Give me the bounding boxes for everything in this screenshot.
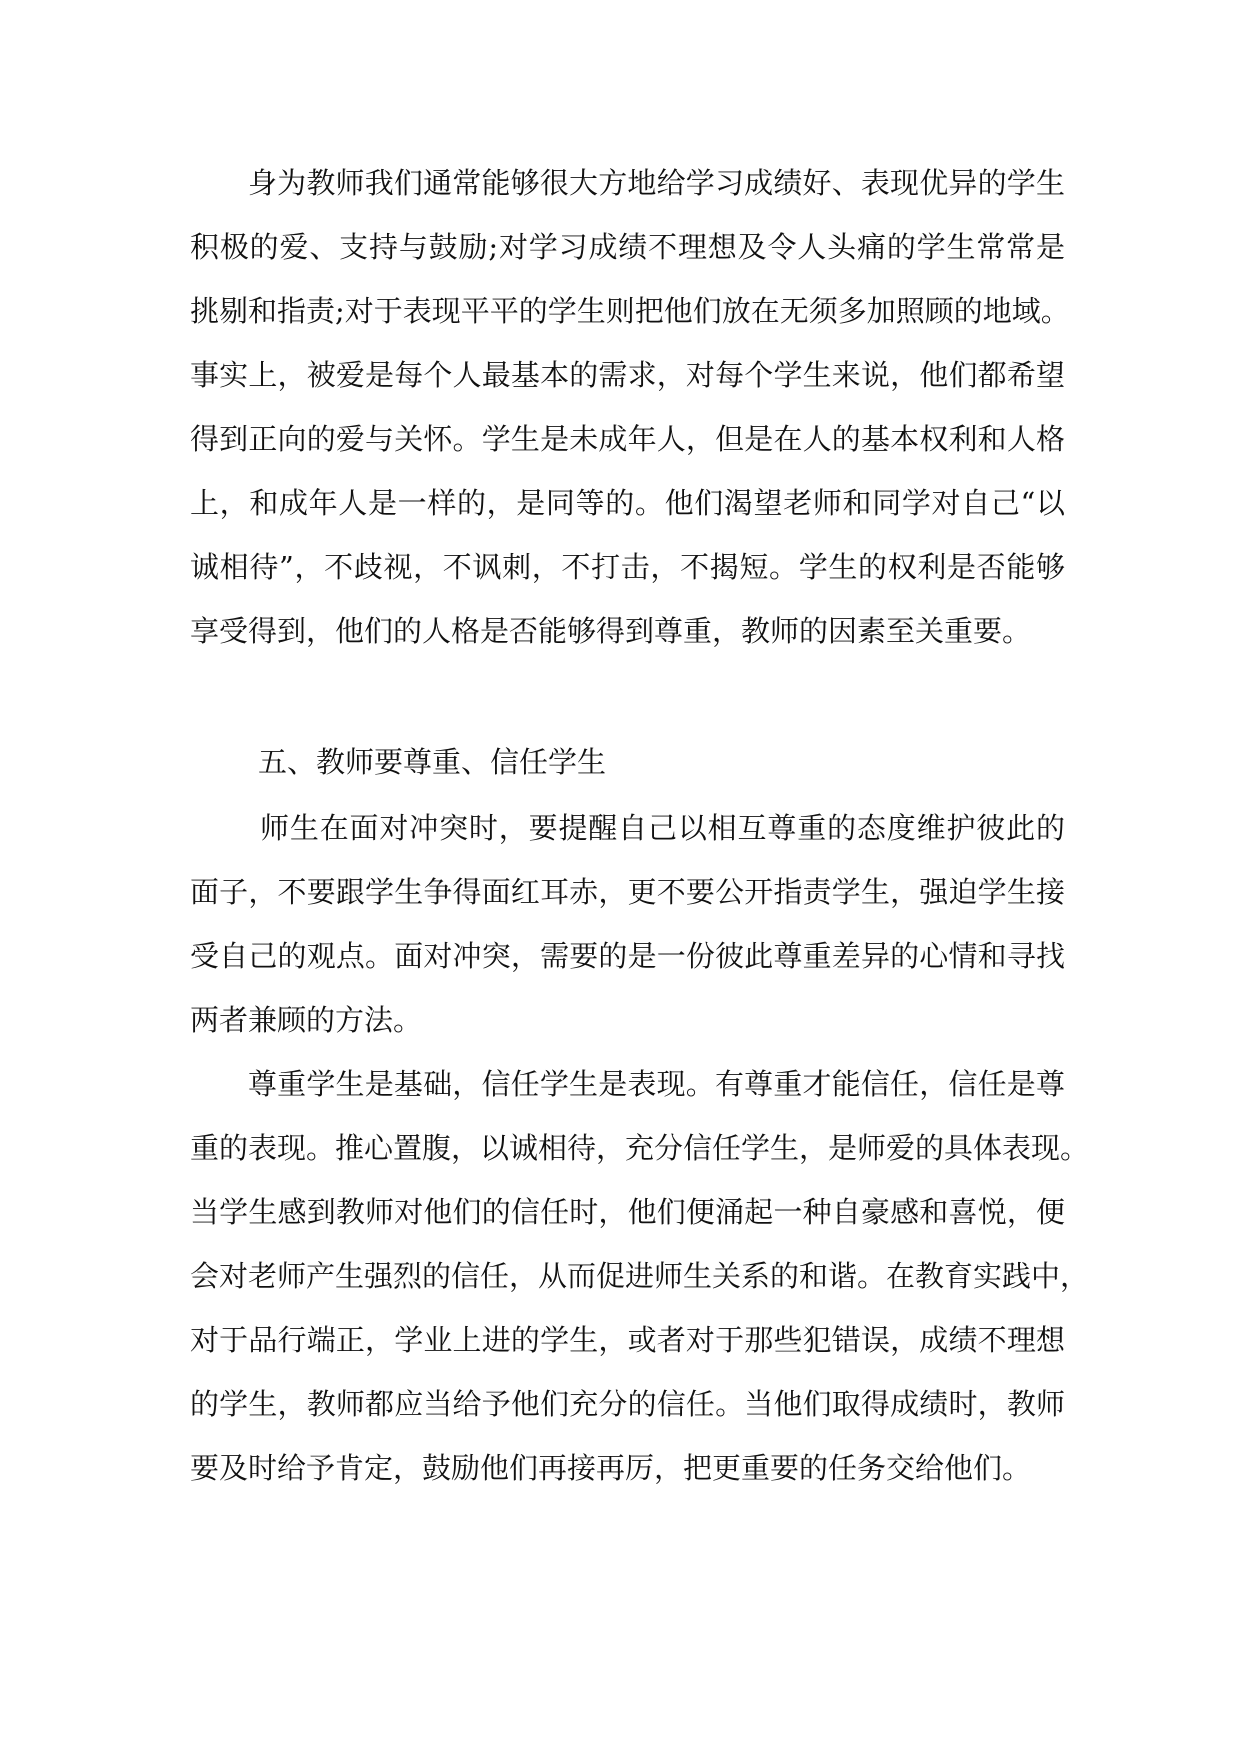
paragraph-1-line-2: 积极的爱、支持与鼓励;对学习成绩不理想及令人头痛的学生常常是: [190, 230, 1065, 264]
paragraph-3-line-2: 重的表现。推心置腹，以诚相待，充分信任学生，是师爱的具体表现。: [190, 1131, 1090, 1165]
paragraph-2-line-3: 受自己的观点。面对冲突，需要的是一份彼此尊重差异的心情和寻找: [190, 939, 1065, 973]
paragraph-3-line-3: 当学生感到教师对他们的信任时，他们便涌起一种自豪感和喜悦，便: [190, 1195, 1065, 1229]
paragraph-3-line-4: 会对老师产生强烈的信任，从而促进师生关系的和谐。在教育实践中，: [190, 1259, 1090, 1293]
paragraph-1-line-8: 享受得到，他们的人格是否能够得到尊重，教师的因素至关重要。: [190, 614, 1032, 648]
paragraph-1-line-3: 挑剔和指责;对于表现平平的学生则把他们放在无须多加照顾的地域。: [190, 294, 1070, 328]
paragraph-3-line-6: 的学生，教师都应当给予他们充分的信任。当他们取得成绩时，教师: [190, 1387, 1065, 1421]
paragraph-2-line-4: 两者兼顾的方法。: [190, 1003, 423, 1037]
paragraph-1-line-1: 身为教师我们通常能够很大方地给学习成绩好、表现优异的学生: [248, 166, 1065, 200]
section-heading: 五、教师要尊重、信任学生: [258, 745, 607, 779]
paragraph-2-line-2: 面子，不要跟学生争得面红耳赤，更不要公开指责学生，强迫学生接: [190, 875, 1065, 909]
paragraph-1-line-5: 得到正向的爱与关怀。学生是未成年人，但是在人的基本权利和人格: [190, 422, 1065, 456]
paragraph-3-line-1: 尊重学生是基础，信任学生是表现。有尊重才能信任，信任是尊: [248, 1067, 1065, 1101]
paragraph-2-line-1: 师生在面对冲突时，要提醒自己以相互尊重的态度维护彼此的: [260, 811, 1065, 845]
paragraph-1-line-7: 诚相待”，不歧视，不讽刺，不打击，不揭短。学生的权利是否能够: [190, 550, 1065, 584]
paragraph-3-line-7: 要及时给予肯定，鼓励他们再接再厉，把更重要的任务交给他们。: [190, 1451, 1032, 1485]
paragraph-3-line-5: 对于品行端正，学业上进的学生，或者对于那些犯错误，成绩不理想: [190, 1323, 1065, 1357]
paragraph-1-line-6: 上，和成年人是一样的，是同等的。他们渴望老师和同学对自己“以: [190, 486, 1065, 520]
paragraph-1-line-4: 事实上，被爱是每个人最基本的需求，对每个学生来说，他们都希望: [190, 358, 1065, 392]
